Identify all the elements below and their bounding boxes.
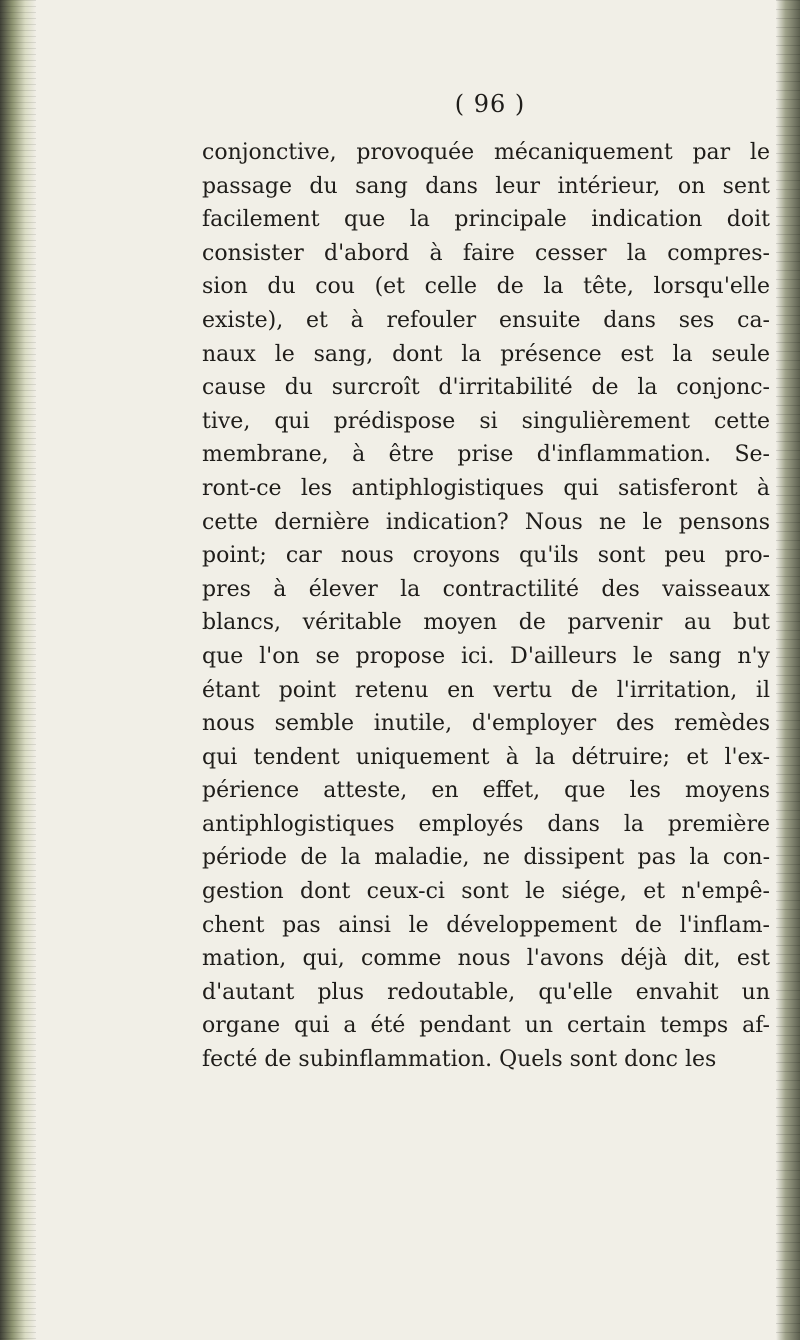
- text-line: blancs, véritable moyen de parvenir au but: [202, 610, 770, 636]
- text-line: que l'on se propose ici. D'ailleurs le sang n'y: [202, 643, 770, 669]
- text-line: facilement que la principale indication doit: [202, 207, 770, 233]
- text-line: d'autant plus redoutable, qu'elle envahit un: [202, 979, 770, 1005]
- text-line: point; car nous croyons qu'ils sont peu pro-: [202, 543, 770, 569]
- text-line: qui tendent uniquement à la détruire; et l'ex-: [202, 744, 770, 770]
- text-line: ront-ce les antiphlogistiques qui satisferont à: [202, 475, 770, 501]
- text-line: périence atteste, en effet, que les moyens: [202, 778, 770, 804]
- text-line: gestion dont ceux-ci sont le siége, et n'empê-: [202, 879, 770, 905]
- text-line: passage du sang dans leur intérieur, on sent: [202, 173, 770, 199]
- text-line: conjonctive, provoquée mécaniquement par le: [202, 140, 770, 165]
- page-right-edge: [776, 0, 800, 1340]
- text-line: existe), et à refouler ensuite dans ses ca-: [202, 307, 770, 333]
- text-line: étant point retenu en vertu de l'irritation, il: [202, 677, 770, 703]
- text-line: organe qui a été pendant un certain temps af-: [202, 1013, 770, 1039]
- text-line: consister d'abord à faire cesser la compres-: [202, 240, 770, 266]
- text-line: mation, qui, comme nous l'avons déjà dit, est: [202, 946, 770, 972]
- text-line: tive, qui prédispose si singulièrement cette: [202, 408, 770, 434]
- text-line: nous semble inutile, d'employer des remèdes: [202, 711, 770, 737]
- text-line: cette dernière indication? Nous ne le pensons: [202, 509, 770, 535]
- page-number: ( 96 ): [454, 90, 526, 118]
- text-line: antiphlogistiques employés dans la première: [202, 811, 770, 837]
- text-line: fecté de subinflammation. Quels sont donc les: [202, 1047, 717, 1073]
- text-line: naux le sang, dont la présence est la seule: [202, 341, 770, 367]
- text-line: chent pas ainsi le développement de l'inflam-: [202, 912, 770, 938]
- page-binding-edge: [0, 0, 36, 1340]
- text-line: pres à élever la contractilité des vaisseaux: [202, 576, 770, 602]
- text-line: sion du cou (et celle de la tête, lorsqu'elle: [202, 274, 770, 300]
- text-line: membrane, à être prise d'inflammation. Se-: [202, 442, 770, 468]
- text-line: période de la maladie, ne dissipent pas la con-: [202, 845, 770, 871]
- body-text: [202, 136, 770, 1077]
- text-line: cause du surcroît d'irritabilité de la conjonc-: [202, 375, 770, 401]
